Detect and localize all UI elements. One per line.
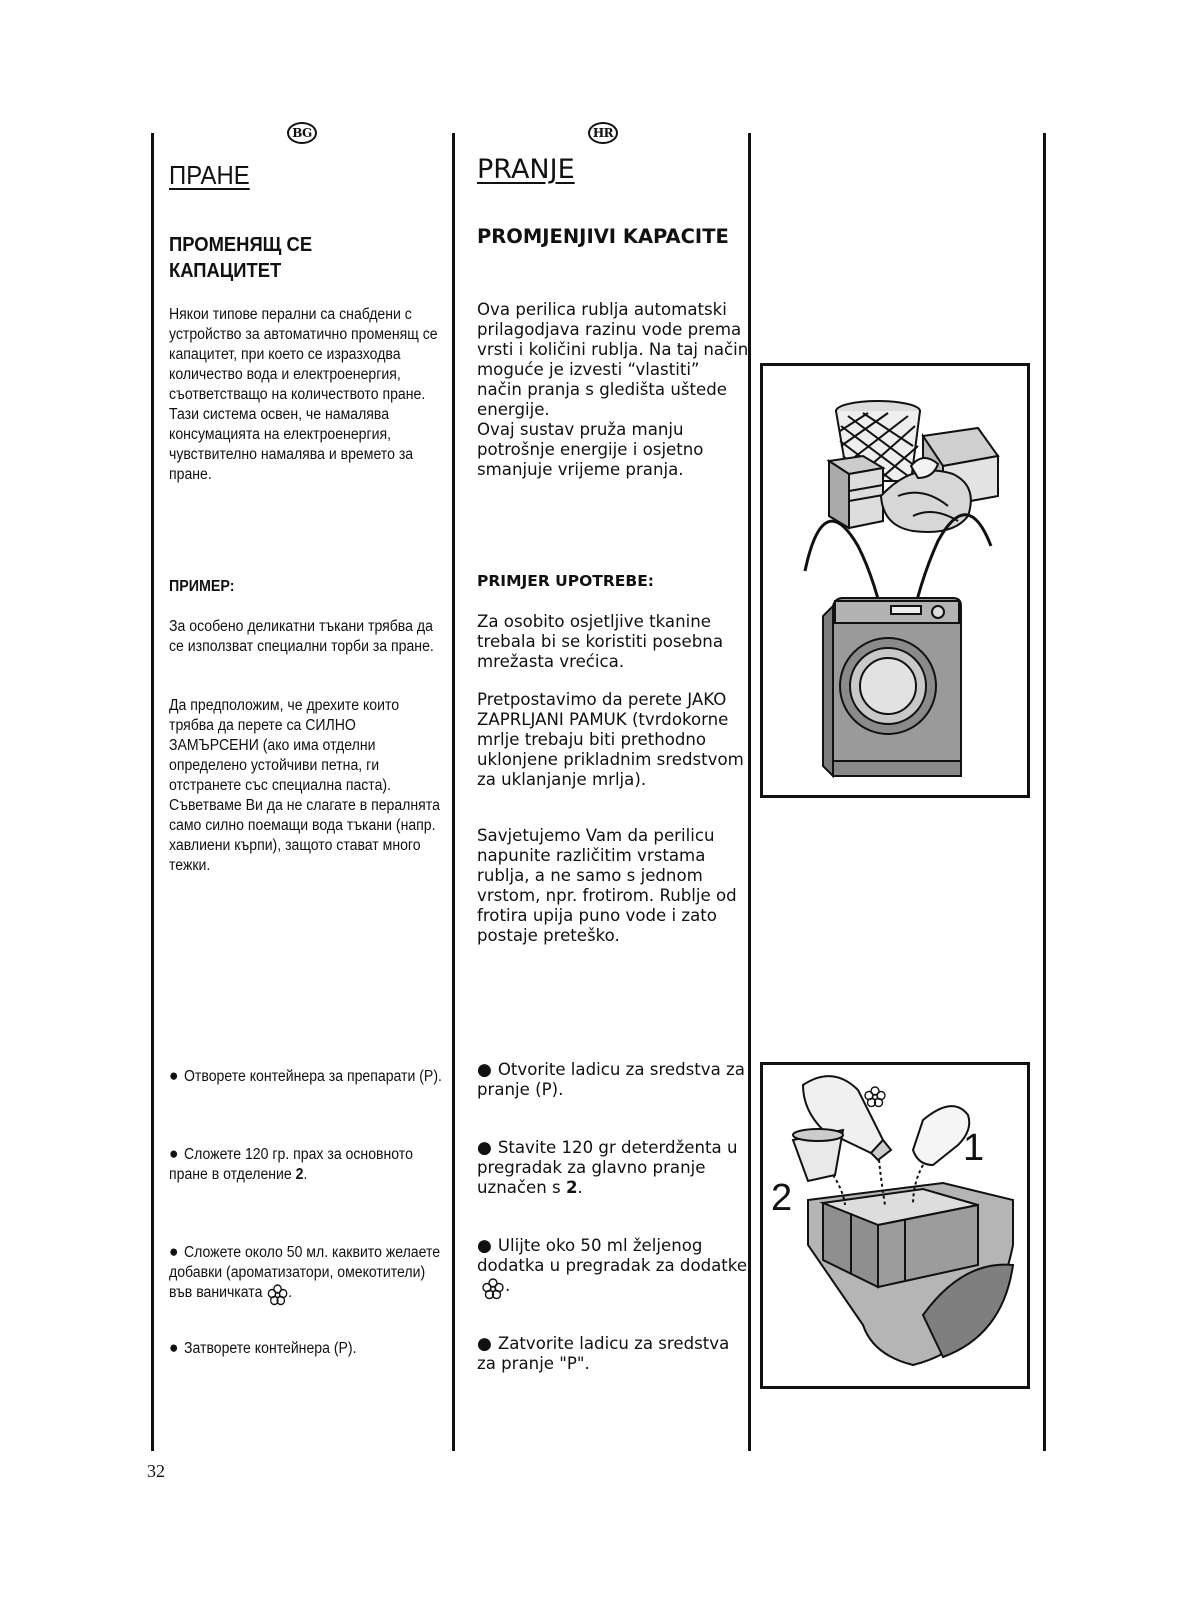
hr-subtitle: PROMJENJIVI KAPACITE (477, 225, 729, 248)
language-badge-hr: HR (588, 122, 618, 144)
laundry-load-illustration (760, 363, 1030, 798)
column-rule-right-outer (1043, 133, 1046, 1451)
bg-step-3 (169, 1242, 445, 1307)
hr-step-3-end: . (505, 1276, 511, 1295)
hr-intro-paragraph-1: Ova perilica rublja automatski prilagodjava razinu vode prema vrsti i količini rublja. Na taj način moguće je izvesti “vlastiti” način pranja s gledišta uštede energije. (477, 300, 749, 419)
bg-title: ПРАНЕ (169, 160, 250, 190)
hr-example-paragraph-2: Pretpostavimo da perete JAKO ZAPRLJANI PAMUK (tvrdokorne mrlje trebaju biti prethodno uklonjene prikladnim sredstvom za uklanjanje mrlja). (477, 690, 744, 789)
hr-title: PRANJE (477, 154, 575, 185)
measuring-cup-icon (793, 1129, 845, 1205)
bg-example-paragraph-1: За особено деликатни тъкани трябва да се използват специални торби за пране. (169, 618, 434, 655)
column-rule-left (151, 133, 154, 1451)
column-rule-middle (452, 133, 455, 1451)
flower-icon (481, 1277, 505, 1301)
hr-step-2-end: . (577, 1178, 583, 1197)
bg-step-2-compartment: 2 (295, 1166, 304, 1183)
hr-example-paragraph-1: Za osobito osjetljive tkanine trebala bi se koristiti posebna mrežasta vrećica. (477, 612, 723, 671)
detergent-drawer-drawing (763, 1065, 1027, 1386)
bg-step-1: ● Отворете контейнера за препарати (P). (169, 1066, 445, 1087)
hr-intro-paragraph-2: Ovaj sustav pruža manju potrošnje energije i osjetno smanjuje vrijeme pranja. (477, 420, 704, 479)
washing-machine-icon (823, 598, 961, 776)
bg-step-2 (169, 1144, 445, 1185)
bg-step-3-text: Сложете около 50 мл. каквито желаете добавки (ароматизатори, омекотители) във ваничката (169, 1244, 441, 1301)
compartment-2-label: 2 (771, 1177, 793, 1219)
drawer-icon (808, 1183, 1013, 1365)
hr-example-heading: PRIMJER UPOTREBE: (477, 572, 654, 590)
detergent-box-icon (829, 456, 883, 528)
page-number: 32 (147, 1461, 165, 1481)
bg-step-2-end: . (303, 1166, 308, 1183)
bg-intro-paragraph: Някои типове перални са снабдени с устройство за автоматично променящ се капацитет, при което се изразходва количество вода и електроенергия, съответстващо на количеството пране. Тази система освен, че намалява консумацията на електроенергия, чувствително намалява и времето за пране. (169, 306, 438, 483)
bg-example-paragraph-2: Да предположим, че дрехите които трябва да перете са СИЛНО ЗАМЪРСЕНИ (ако има отделни определено устойчиви петна, ги отстранете със специална паста). Съветваме Ви да не слагате в пералнята само силно поемащи вода тъкани (напр. хавлиени кърпи), защото стават много тежки. (169, 697, 440, 874)
bg-step-4: ● Затворете контейнера (P). (169, 1338, 445, 1359)
flower-icon (266, 1283, 288, 1307)
detergent-drawer-illustration (760, 1062, 1030, 1389)
flower-icon (865, 1087, 885, 1107)
bg-step-2-text: Сложете 120 гр. прах за основното пране в отделение (169, 1146, 413, 1183)
bg-subtitle: ПРОМЕНЯЩ СЕ КАПАЦИТЕТ (169, 234, 313, 282)
hr-example-paragraph-3: Savjetujemo Vam da perilicu napunite različitim vrstama rublja, a ne samo s jednom vrstom, npr. frotirom. Rublje od frotira upija puno vode i zato postaje preteško. (477, 826, 737, 945)
bg-step-3-end: . (288, 1284, 293, 1301)
hr-step-3-text: Ulijte oko 50 ml željenog dodatka u pregradak za dodatke (477, 1236, 748, 1275)
compartment-1-label: 1 (963, 1127, 985, 1169)
laundry-washer-drawing (763, 366, 1027, 795)
hr-step-2-compartment: 2 (565, 1178, 578, 1197)
hr-step-3 (477, 1236, 749, 1301)
language-badge-bg: BG (287, 122, 317, 144)
hr-step-2-text: Stavite 120 gr deterdženta u pregradak za glavno pranje uznačen s (477, 1138, 738, 1197)
bg-example-heading: ПРИМЕР: (169, 578, 235, 595)
hr-step-4: ● Zatvorite ladicu za sredstva za pranje "P". (477, 1334, 749, 1374)
hr-step-1: ● Otvorite ladicu za sredstva za pranje (P). (477, 1060, 749, 1100)
hr-step-2 (477, 1138, 749, 1198)
